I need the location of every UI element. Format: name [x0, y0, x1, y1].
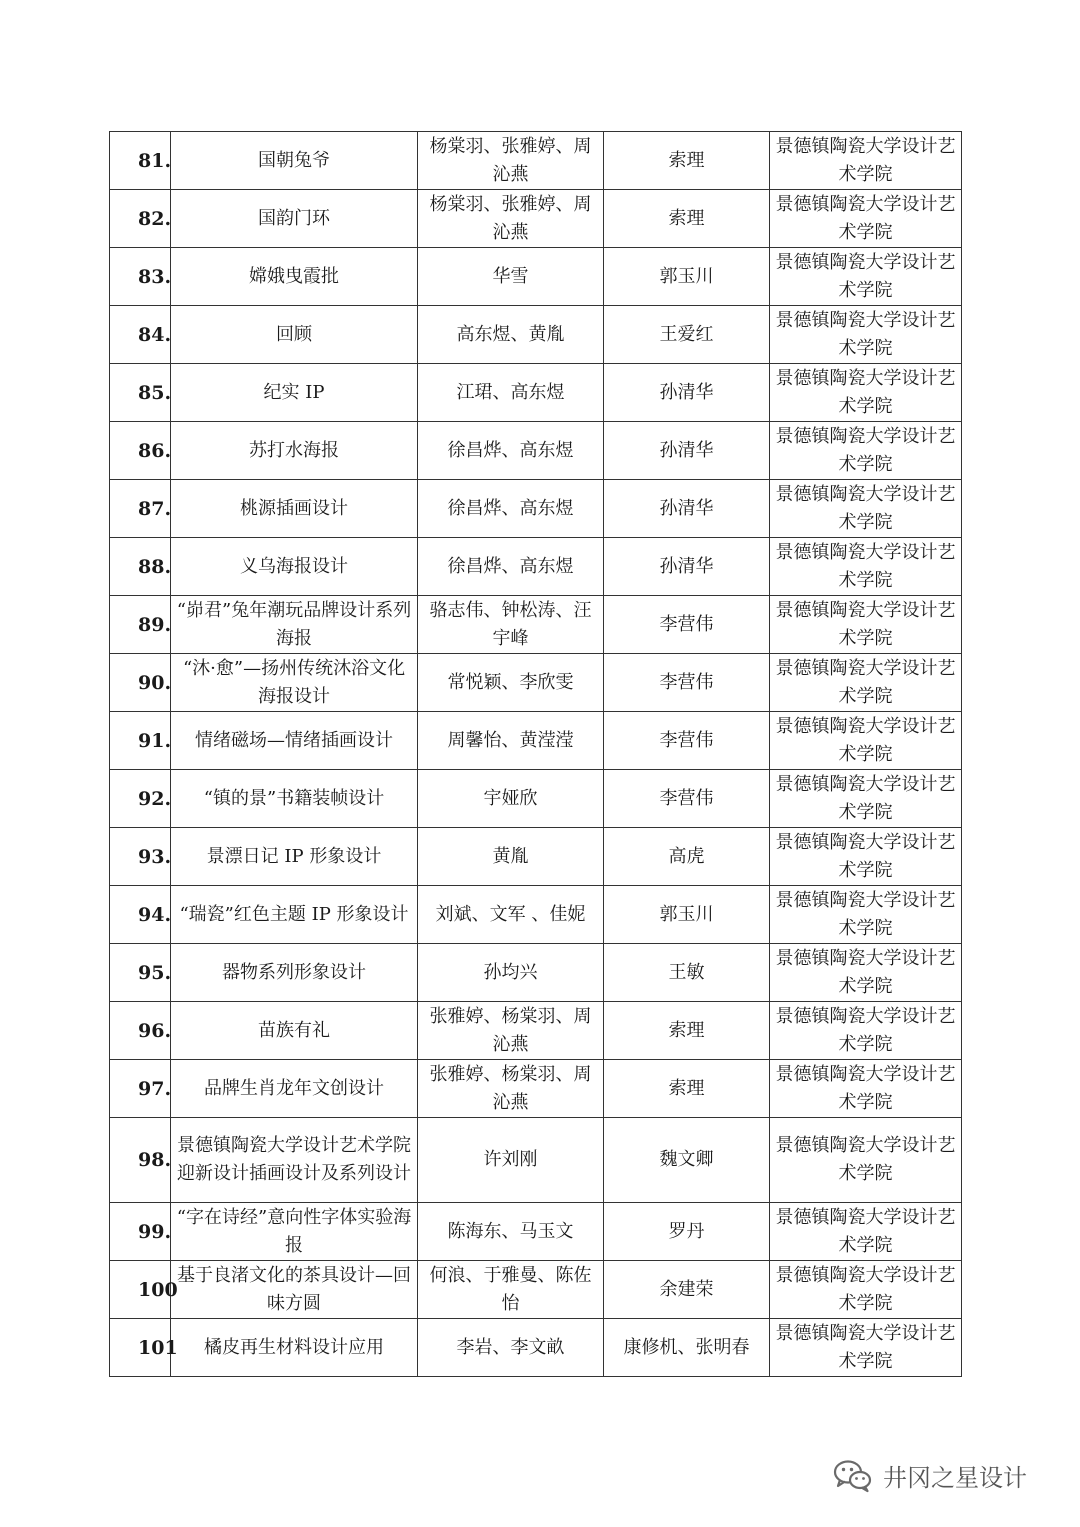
authors: 许刘刚: [418, 1118, 604, 1203]
authors: 李岩、李文畝: [418, 1319, 604, 1377]
row-number: 86.: [110, 422, 171, 480]
table-row: [110, 132, 962, 190]
advisor: 高虎: [604, 828, 770, 886]
work-title: 基于良渚文化的茶具设计—回味方圆: [171, 1261, 418, 1319]
advisor: 康修机、张明春: [604, 1319, 770, 1377]
results-table: [109, 131, 962, 1377]
table-row: [110, 1261, 962, 1319]
advisor: 孙清华: [604, 422, 770, 480]
table-row: [110, 1002, 962, 1060]
advisor: 余建荣: [604, 1261, 770, 1319]
authors: 华雪: [418, 248, 604, 306]
advisor: 李营伟: [604, 770, 770, 828]
school: 景德镇陶瓷大学设计艺术学院: [770, 538, 962, 596]
table-row: [110, 1118, 962, 1203]
advisor: 索理: [604, 1002, 770, 1060]
authors: 徐昌烨、高东煜: [418, 480, 604, 538]
school: 景德镇陶瓷大学设计艺术学院: [770, 596, 962, 654]
table-row: [110, 1203, 962, 1261]
school: 景德镇陶瓷大学设计艺术学院: [770, 190, 962, 248]
advisor: 李营伟: [604, 712, 770, 770]
school: 景德镇陶瓷大学设计艺术学院: [770, 712, 962, 770]
row-number: 85.: [110, 364, 171, 422]
authors: 宇娅欣: [418, 770, 604, 828]
row-number: 92.: [110, 770, 171, 828]
school: 景德镇陶瓷大学设计艺术学院: [770, 944, 962, 1002]
authors: 张雅婷、杨棠羽、周沁燕: [418, 1002, 604, 1060]
advisor: 王敏: [604, 944, 770, 1002]
table-row: [110, 306, 962, 364]
row-number: 93.: [110, 828, 171, 886]
watermark: [833, 1458, 1027, 1493]
work-title: 国朝兔爷: [171, 132, 418, 190]
authors: 陈海东、马玉文: [418, 1203, 604, 1261]
school: 景德镇陶瓷大学设计艺术学院: [770, 422, 962, 480]
row-number: 81.: [110, 132, 171, 190]
school: 景德镇陶瓷大学设计艺术学院: [770, 364, 962, 422]
row-number: 99.: [110, 1203, 171, 1261]
work-title: 国韵门环: [171, 190, 418, 248]
authors: 杨棠羽、张雅婷、周沁燕: [418, 190, 604, 248]
advisor: 索理: [604, 1060, 770, 1118]
table-row: [110, 770, 962, 828]
row-number: 89.: [110, 596, 171, 654]
row-number: 94.: [110, 886, 171, 944]
table-row: [110, 828, 962, 886]
work-title: “峁君”兔年潮玩品牌设计系列海报: [171, 596, 418, 654]
work-title: 嫦娥曳霞批: [171, 248, 418, 306]
school: 景德镇陶瓷大学设计艺术学院: [770, 132, 962, 190]
authors: 徐昌烨、高东煜: [418, 538, 604, 596]
row-number: 82.: [110, 190, 171, 248]
advisor: 李营伟: [604, 654, 770, 712]
work-title: 器物系列形象设计: [171, 944, 418, 1002]
school: 景德镇陶瓷大学设计艺术学院: [770, 1002, 962, 1060]
advisor: 魏文卿: [604, 1118, 770, 1203]
advisor: 孙清华: [604, 364, 770, 422]
school: 景德镇陶瓷大学设计艺术学院: [770, 1060, 962, 1118]
advisor: 郭玉川: [604, 886, 770, 944]
work-title: “字在诗经”意向性字体实验海报: [171, 1203, 418, 1261]
school: 景德镇陶瓷大学设计艺术学院: [770, 770, 962, 828]
work-title: 义乌海报设计: [171, 538, 418, 596]
table-row: [110, 886, 962, 944]
row-number: 96.: [110, 1002, 171, 1060]
advisor: 孙清华: [604, 538, 770, 596]
row-number: 100: [110, 1261, 171, 1319]
advisor: 郭玉川: [604, 248, 770, 306]
results-table-body: [110, 132, 962, 1377]
authors: 何浪、于雅曼、陈佐怡: [418, 1261, 604, 1319]
school: 景德镇陶瓷大学设计艺术学院: [770, 1203, 962, 1261]
advisor: 索理: [604, 190, 770, 248]
table-row: [110, 480, 962, 538]
row-number: 87.: [110, 480, 171, 538]
school: 景德镇陶瓷大学设计艺术学院: [770, 1118, 962, 1203]
table-row: [110, 422, 962, 480]
table-row: [110, 654, 962, 712]
authors: 常悦颖、李欣雯: [418, 654, 604, 712]
school: 景德镇陶瓷大学设计艺术学院: [770, 248, 962, 306]
work-title: 品牌生肖龙年文创设计: [171, 1060, 418, 1118]
authors: 杨棠羽、张雅婷、周沁燕: [418, 132, 604, 190]
work-title: “瑞瓷”红色主题 IP 形象设计: [171, 886, 418, 944]
advisor: 李营伟: [604, 596, 770, 654]
table-row: [110, 190, 962, 248]
row-number: 84.: [110, 306, 171, 364]
work-title: 橘皮再生材料设计应用: [171, 1319, 418, 1377]
school: 景德镇陶瓷大学设计艺术学院: [770, 306, 962, 364]
work-title: “镇的景”书籍装帧设计: [171, 770, 418, 828]
row-number: 98.: [110, 1118, 171, 1203]
work-title: 景漂日记 IP 形象设计: [171, 828, 418, 886]
wechat-icon: [833, 1459, 873, 1493]
school: 景德镇陶瓷大学设计艺术学院: [770, 1319, 962, 1377]
row-number: 90.: [110, 654, 171, 712]
advisor: 王爱红: [604, 306, 770, 364]
school: 景德镇陶瓷大学设计艺术学院: [770, 828, 962, 886]
authors: 江珺、高东煜: [418, 364, 604, 422]
table-row: [110, 712, 962, 770]
row-number: 101: [110, 1319, 171, 1377]
table-row: [110, 944, 962, 1002]
school: 景德镇陶瓷大学设计艺术学院: [770, 654, 962, 712]
work-title: 回顾: [171, 306, 418, 364]
advisor: 罗丹: [604, 1203, 770, 1261]
row-number: 95.: [110, 944, 171, 1002]
watermark-text: 井冈之星设计: [883, 1464, 1027, 1492]
work-title: 景德镇陶瓷大学设计艺术学院迎新设计插画设计及系列设计: [171, 1118, 418, 1203]
authors: 黄胤: [418, 828, 604, 886]
table-row: [110, 248, 962, 306]
row-number: 88.: [110, 538, 171, 596]
table-row: [110, 1060, 962, 1118]
authors: 高东煜、黄胤: [418, 306, 604, 364]
authors: 周馨怡、黄滢滢: [418, 712, 604, 770]
authors: 孙均兴: [418, 944, 604, 1002]
table-row: [110, 1319, 962, 1377]
table-row: [110, 538, 962, 596]
work-title: 桃源插画设计: [171, 480, 418, 538]
school: 景德镇陶瓷大学设计艺术学院: [770, 1261, 962, 1319]
row-number: 97.: [110, 1060, 171, 1118]
row-number: 91.: [110, 712, 171, 770]
work-title: 情绪磁场—情绪插画设计: [171, 712, 418, 770]
school: 景德镇陶瓷大学设计艺术学院: [770, 480, 962, 538]
authors: 刘斌、文军 、佳妮: [418, 886, 604, 944]
school: 景德镇陶瓷大学设计艺术学院: [770, 886, 962, 944]
authors: 张雅婷、杨棠羽、周沁燕: [418, 1060, 604, 1118]
work-title: 苗族有礼: [171, 1002, 418, 1060]
advisor: 索理: [604, 132, 770, 190]
authors: 徐昌烨、高东煜: [418, 422, 604, 480]
work-title: 纪实 IP: [171, 364, 418, 422]
work-title: “沐·愈”—扬州传统沐浴文化海报设计: [171, 654, 418, 712]
table-row: [110, 364, 962, 422]
advisor: 孙清华: [604, 480, 770, 538]
authors: 骆志伟、钟松涛、汪宇峰: [418, 596, 604, 654]
table-row: [110, 596, 962, 654]
row-number: 83.: [110, 248, 171, 306]
work-title: 苏打水海报: [171, 422, 418, 480]
